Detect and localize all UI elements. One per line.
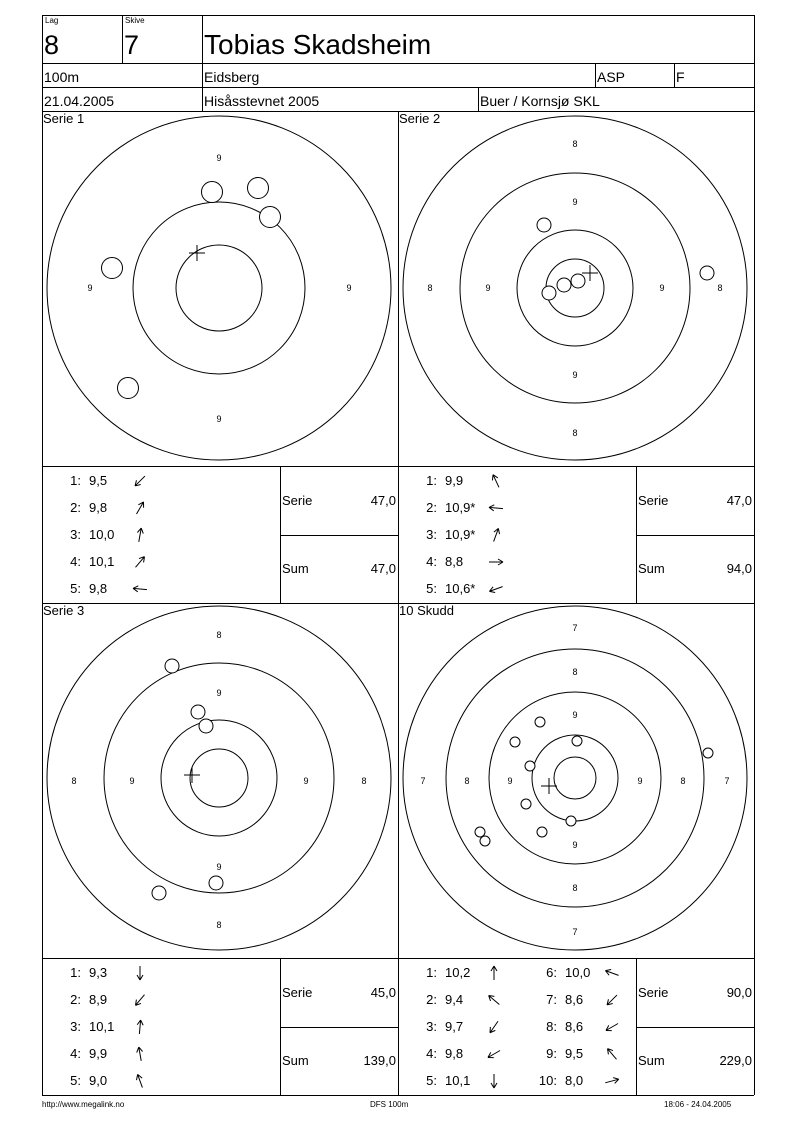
shot-score: 8,0 [565,1073,584,1088]
shot-hole [521,799,531,809]
shooter-name: Tobias Skadsheim [204,29,432,60]
direction-arrow-icon [130,579,150,599]
shot-hole [152,886,166,900]
weapon-class: ASP [597,69,626,85]
serie2-target [398,111,754,466]
shot-hole [700,266,714,280]
shot-number: 1: [426,965,437,980]
ring-x [190,749,248,807]
direction-arrow-icon [130,963,150,983]
serie1-title: Serie 1 [43,111,85,126]
shot-hole [525,761,535,771]
ring-label: 8 [427,283,433,293]
ring-7 [403,606,747,950]
ring-label: 7 [724,776,730,786]
shot-number: 7: [546,992,557,1007]
shot-number: 4: [70,1046,81,1061]
shot-number: 5: [426,1073,437,1088]
shot-number: 2: [426,992,437,1007]
shot-number: 2: [70,500,81,515]
direction-arrow-icon [130,525,150,545]
shot-score: 10,2 [445,965,471,980]
direction-arrow-icon [486,552,506,572]
shot-score: 8,6 [565,1019,584,1034]
shot-number: 4: [426,1046,437,1061]
shot-score: 9,8 [89,581,108,596]
direction-arrow-icon [484,1017,504,1037]
shot-hole [542,286,556,300]
shot-score: 9,0 [89,1073,108,1088]
shot-hole [557,278,571,292]
sum-label: Sum [638,1053,665,1068]
ring-x [176,245,262,331]
ring-label: 9 [507,776,513,786]
skive-value: 7 [124,30,140,60]
ring-8 [403,116,747,460]
shot-score: 8,9 [89,992,108,1007]
ring-label: 8 [572,428,578,438]
ring-8 [47,606,391,950]
ring-label: 7 [572,927,578,937]
ring-label: 9 [346,283,352,293]
serie3-target [42,603,398,958]
direction-arrow-icon [484,1071,504,1091]
serie-value: 90,0 [726,985,752,1000]
shot-number: 2: [70,992,81,1007]
ring-label: 9 [87,283,93,293]
shot-number: 1: [70,473,81,488]
serie-label: Serie [638,985,669,1000]
shot-score: 9,9 [89,1046,108,1061]
ring-label: 9 [303,776,309,786]
ring-label: 7 [572,623,578,633]
lag-value: 8 [44,30,60,60]
lag-label: Lag [45,16,59,25]
direction-arrow-icon [130,498,150,518]
shot-score: 9,7 [445,1019,464,1034]
skudd10-target [398,603,754,958]
direction-arrow-icon [486,525,506,545]
event-name: Hisåsstevnet 2005 [204,93,320,109]
shot-hole [535,717,545,727]
serie-label: Serie [282,985,313,1000]
ring-label: 9 [572,840,578,850]
shot-score: 10,0 [89,527,115,542]
shot-hole [248,178,269,199]
ring-9 [47,116,391,460]
ring-label: 8 [71,776,77,786]
shot-hole [480,836,490,846]
direction-arrow-icon [130,990,150,1010]
shot-number: 3: [70,1019,81,1034]
shot-score: 10,9* [445,527,476,542]
ring-label: 8 [717,283,723,293]
serie-value: 47,0 [370,493,396,508]
ring-label: 7 [420,776,426,786]
ring-10 [133,202,305,374]
ring-x [554,757,596,799]
sum-label: Sum [282,1053,309,1068]
shot-hole [537,218,551,232]
shot-number: 3: [70,527,81,542]
direction-arrow-icon [484,1044,504,1064]
direction-arrow-icon [130,1017,150,1037]
class-letter: F [676,69,685,85]
shot-score: 9,8 [89,500,108,515]
shot-score: 9,3 [89,965,108,980]
direction-arrow-icon [602,1044,622,1064]
shot-hole [118,378,139,399]
ring-label: 9 [216,153,222,163]
shot-hole [572,736,582,746]
shot-score: 10,1 [89,554,115,569]
shot-hole [191,705,205,719]
sum-value: 47,0 [370,561,396,576]
shot-number: 3: [426,1019,437,1034]
shot-score: 9,4 [445,992,464,1007]
shot-hole [199,719,213,733]
ring-8 [446,649,704,907]
mean-point-cross [184,767,200,783]
shot-hole [102,258,123,279]
direction-arrow-icon [130,552,150,572]
serie1-target [42,111,398,466]
sum-label: Sum [638,561,665,576]
shot-score: 9,5 [89,473,108,488]
shot-hole [209,876,223,890]
ring-label: 9 [572,370,578,380]
shot-hole [566,816,576,826]
shot-number: 6: [546,965,557,980]
serie3-title: Serie 3 [43,603,85,618]
ring-label: 8 [216,920,222,930]
serie-value: 47,0 [726,493,752,508]
shot-number: 5: [426,581,437,596]
direction-arrow-icon [130,1044,150,1064]
serie2-title: Serie 2 [399,111,441,126]
ring-label: 8 [680,776,686,786]
shot-number: 3: [426,527,437,542]
shot-score: 9,9 [445,473,464,488]
ring-label: 9 [216,688,222,698]
shot-number: 1: [70,965,81,980]
ring-label: 9 [129,776,135,786]
footer-url: http://www.megalink.no [42,1100,125,1109]
ring-label: 9 [216,862,222,872]
serie-label: Serie [282,493,313,508]
shot-hole [165,659,179,673]
ring-label: 9 [485,283,491,293]
shot-number: 1: [426,473,437,488]
shot-score: 10,0 [565,965,591,980]
ring-10 [532,735,618,821]
ring-label: 8 [572,883,578,893]
sum-value: 139,0 [363,1053,396,1068]
shot-hole [571,274,585,288]
direction-arrow-icon [486,471,506,491]
direction-arrow-icon [486,579,506,599]
sum-value: 94,0 [726,561,752,576]
sum-value: 229,0 [719,1053,752,1068]
shot-hole [703,748,713,758]
serie-label: Serie [638,493,669,508]
date: 21.04.2005 [44,93,115,109]
shot-score: 10,6* [445,581,476,596]
direction-arrow-icon [602,963,622,983]
shot-score: 10,1 [445,1073,471,1088]
shot-score: 10,1 [89,1019,115,1034]
ring-label: 9 [572,197,578,207]
shot-number: 5: [70,1073,81,1088]
footer-program: DFS 100m [370,1100,409,1109]
shot-score: 10,9* [445,500,476,515]
shot-score: 8,6 [565,992,584,1007]
ring-9 [460,173,690,403]
direction-arrow-icon [130,471,150,491]
shot-hole [202,182,223,203]
shot-number: 4: [70,554,81,569]
ring-label: 9 [637,776,643,786]
direction-arrow-icon [484,990,504,1010]
shot-number: 10: [538,1073,557,1088]
ring-label: 8 [216,630,222,640]
shot-score: 9,5 [565,1046,584,1061]
shot-number: 8: [546,1019,557,1034]
ring-label: 9 [572,710,578,720]
sum-label: Sum [282,561,309,576]
direction-arrow-icon [130,1071,150,1091]
shot-number: 5: [70,581,81,596]
shot-hole [510,737,520,747]
shot-number: 2: [426,500,437,515]
shot-score: 8,8 [445,554,464,569]
direction-arrow-icon [486,498,506,518]
skudd10-title: 10 Skudd [399,603,454,618]
ring-label: 9 [216,414,222,424]
footer-printed: 18:06 - 24.04.2005 [664,1100,732,1109]
skive-label: Skive [125,16,145,25]
ring-label: 9 [659,283,665,293]
club-name: Buer / Kornsjø SKL [480,93,600,109]
distance: 100m [44,69,80,85]
location: Eidsberg [204,69,260,85]
ring-label: 8 [464,776,470,786]
shot-hole [260,207,281,228]
direction-arrow-icon [484,963,504,983]
direction-arrow-icon [602,990,622,1010]
shot-hole [537,827,547,837]
shot-score: 9,8 [445,1046,464,1061]
mean-point-cross [189,245,205,261]
ring-label: 8 [572,139,578,149]
ring-label: 8 [361,776,367,786]
ring-x [546,259,604,317]
serie-value: 45,0 [370,985,396,1000]
direction-arrow-icon [602,1071,622,1091]
shot-number: 4: [426,554,437,569]
ring-10 [517,230,633,346]
direction-arrow-icon [602,1017,622,1037]
ring-label: 8 [572,667,578,677]
shot-hole [475,827,485,837]
shot-number: 9: [546,1046,557,1061]
ring-10 [161,720,277,836]
